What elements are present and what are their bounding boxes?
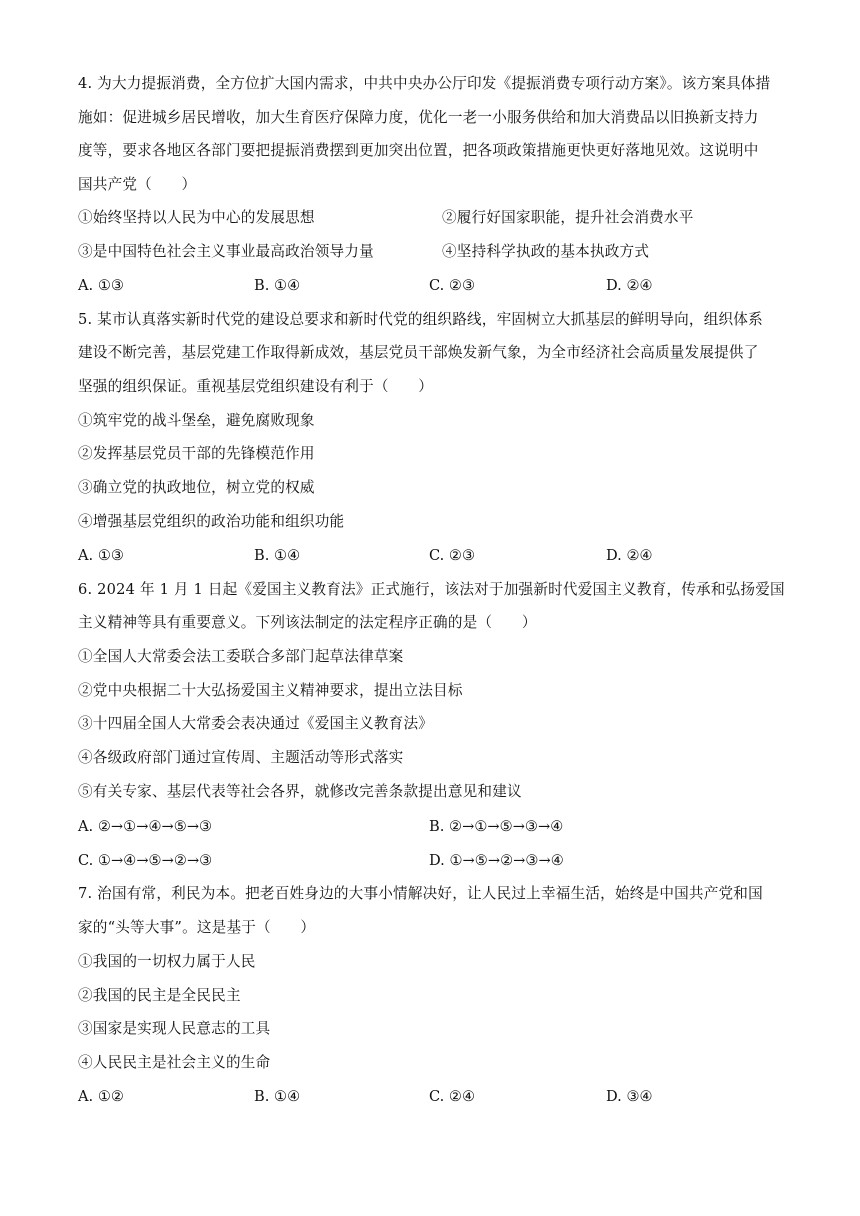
answer-option-d: D. ②④ (606, 277, 653, 294)
answer-option-d: D. ①→⑤→②→③→④ (429, 852, 564, 869)
question-stem-line: 家的“头等大事”。这是基于（ ） (78, 919, 316, 936)
statement-item: ②党中央根据二十大弘扬爱国主义精神要求，提出立法目标 (78, 682, 463, 699)
question-stem-line: 坚强的组织保证。重视基层党组织建设有利于（ ） (78, 378, 434, 395)
answer-option-c: C. ②④ (429, 1088, 476, 1105)
answer-option-c: C. ②③ (429, 547, 476, 564)
statement-item: ⑤有关专家、基层代表等社会各界，就修改完善条款提出意见和建议 (78, 783, 522, 800)
statement-item: ④人民民主是社会主义的生命 (78, 1054, 271, 1071)
question-stem-line: 6. 2024 年 1 月 1 日起《爱国主义教育法》正式施行，该法对于加强新时代爱国主义教育，传承和弘扬爱国 (78, 581, 785, 598)
statement-item: ①全国人大常委会法工委联合多部门起草法律草案 (78, 648, 404, 665)
question-stem-line: 施如：促进城乡居民增收，加大生育医疗保障力度，优化一老一小服务供给和加大消费品以旧换新支持力 (78, 109, 759, 126)
question-stem-line: 度等，要求各地区各部门要把提振消费摆到更加突出位置，把各项政策措施更快更好落地见效。这说明中 (78, 142, 759, 159)
answer-option-d: D. ③④ (606, 1088, 653, 1105)
question-stem-line: 国共产党（ ） (78, 176, 197, 193)
statement-item: ②发挥基层党员干部的先锋模范作用 (78, 445, 315, 462)
statement-item: ①筑牢党的战斗堡垒，避免腐败现象 (78, 412, 315, 429)
statement-item: ③国家是实现人民意志的工具 (78, 1020, 271, 1037)
statement-item: ③十四届全国人大常委会表决通过《爱国主义教育法》 (78, 715, 434, 732)
answer-option-c: C. ①→④→⑤→②→③ (78, 852, 213, 869)
question-stem-line: 建设不断完善，基层党建工作取得新成效，基层党员干部焕发新气象，为全市经济社会高质量发展提供了 (78, 344, 759, 361)
answer-option-c: C. ②③ (429, 277, 476, 294)
statement-item: ①始终坚持以人民为中心的发展思想 (78, 209, 315, 226)
statement-item: ④各级政府部门通过宣传周、主题活动等形式落实 (78, 749, 404, 766)
statement-item: ③是中国特色社会主义事业最高政治领导力量 (78, 243, 374, 260)
answer-option-a: A. ①③ (78, 547, 124, 564)
answer-option-d: D. ②④ (606, 547, 653, 564)
answer-option-b: B. ①④ (254, 1088, 301, 1105)
statement-item: ③确立党的执政地位，树立党的权威 (78, 479, 315, 496)
question-stem-line: 5. 某市认真落实新时代党的建设总要求和新时代党的组织路线，牢固树立大抓基层的鲜明导向，组织体系 (78, 311, 763, 328)
statement-item: ④坚持科学执政的基本执政方式 (442, 243, 650, 260)
statement-item: ④增强基层党组织的政治功能和组织功能 (78, 513, 345, 530)
statement-item: ②履行好国家职能，提升社会消费水平 (442, 209, 694, 226)
answer-option-b: B. ①④ (254, 277, 301, 294)
answer-option-a: A. ②→①→④→⑤→③ (78, 818, 213, 835)
answer-option-b: B. ①④ (254, 547, 301, 564)
answer-option-a: A. ①② (78, 1088, 124, 1105)
statement-item: ②我国的民主是全民民主 (78, 987, 241, 1004)
question-stem-line: 主义精神等具有重要意义。下列该法制定的法定程序正确的是（ ） (78, 614, 537, 631)
answer-option-a: A. ①③ (78, 277, 124, 294)
question-stem-line: 4. 为大力提振消费，全方位扩大国内需求，中共中央办公厅印发《提振消费专项行动方案》。该方案具体措 (78, 75, 771, 92)
question-stem-line: 7. 治国有常，利民为本。把老百姓身边的大事小情解决好，让人民过上幸福生活，始终是中国共产党和国 (78, 885, 763, 902)
statement-item: ①我国的一切权力属于人民 (78, 953, 256, 970)
answer-option-b: B. ②→①→⑤→③→④ (429, 818, 564, 835)
